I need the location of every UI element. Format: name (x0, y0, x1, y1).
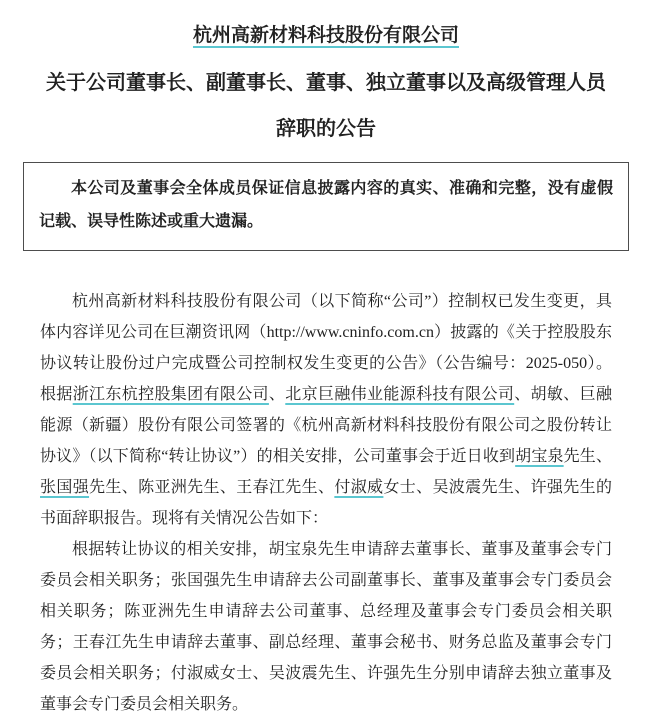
disclaimer-text: 本公司及董事会全体成员保证信息披露内容的真实、准确和完整，没有虚假记载、误导性陈述或重大遗漏。 (39, 180, 613, 230)
text-run: 女士、吴波震先生、许强先生的书面辞职报告。现将有关情况公告如下： (40, 479, 612, 527)
text-run: 根据转让协议的相关安排，胡宝泉先生申请辞去董事长、董事及董事会专门委员会相关职务；张国强先生申请辞去公司副董事长、董事及董事会专门委员会相关职务；陈亚洲先生申请辞去公司董事、总经理及董事会专门委员会相关职务；王春江先生申请辞去董事、副总经理、董事会秘书、财务总监及董事会专门委员会相关职务；付淑威女士、吴波震先生、许强先生分别申请辞去独立董事及董事会专门委员会相关职务。 (40, 541, 612, 713)
text-run: 先生、陈亚洲先生、王春江先生、 (89, 479, 335, 496)
underlined-entity-name: 浙江东杭控股集团有限公司 (72, 386, 269, 403)
document-body (40, 286, 612, 720)
company-name-underlined-text: 杭州高新材料科技股份有限公司 (192, 25, 459, 46)
text-run: 先生、 (563, 448, 612, 465)
announcement-title-line1: 关于公司董事长、副董事长、董事、独立董事以及高级管理人员 (46, 72, 606, 94)
company-name-title (40, 22, 612, 49)
underlined-entity-name: 北京巨融伟业能源科技有限公司 (285, 386, 515, 403)
disclaimer-box (23, 162, 629, 251)
announcement-title-line2: 辞职的公告 (276, 118, 376, 140)
underlined-entity-name: 张国强 (40, 479, 90, 496)
underlined-entity-name: 付淑威 (334, 479, 384, 496)
text-run: 、胡敏、巨融能源（新疆）股份有限公司签署的《杭州高新材料科技股份有限公司之股份转让协议》（以下简称“转让协议”）的相关安排，公司董事会于近日收到 (40, 386, 612, 465)
text-run: 杭州高新材料科技股份有限公司（以下简称“公司”）控制权已发生变更，具体内容详见公司在巨潮资讯网（http://www.cninfo.com.cn）披露的《关于控股股东协议转让股份过户完成暨公司控制权发生变更的公告》（公告编号：2025-050）。根据 (40, 293, 612, 403)
underlined-entity-name: 胡宝泉 (515, 448, 564, 465)
paragraph (40, 534, 612, 720)
text-run: 、 (268, 386, 286, 403)
paragraph (40, 286, 612, 534)
